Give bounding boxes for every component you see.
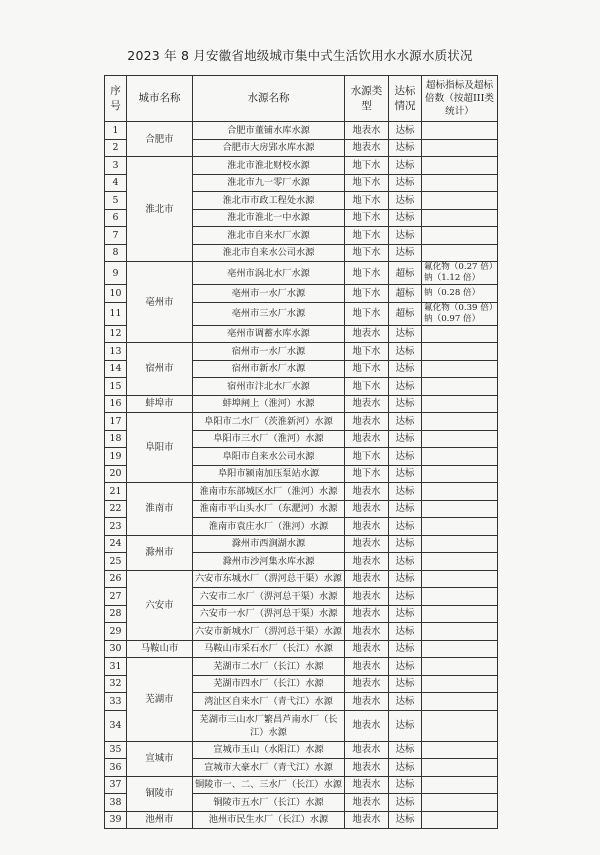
serial-no-cell: 19 (105, 448, 127, 466)
serial-no-cell: 17 (105, 413, 127, 431)
compliance-cell: 达标 (389, 741, 422, 759)
serial-no-cell: 5 (105, 192, 127, 210)
compliance-cell: 达标 (389, 640, 422, 658)
table-row (105, 262, 498, 285)
source-name-cell: 宣城市大豪水厂（青弋江）水源 (193, 759, 345, 777)
compliance-cell: 达标 (389, 794, 422, 812)
table-row (105, 811, 498, 829)
source-name-cell: 淮北市淮北一中水源 (193, 209, 345, 227)
serial-no-cell: 12 (105, 325, 127, 343)
source-type-cell: 地下水 (345, 262, 389, 285)
exceedance-cell (422, 741, 498, 759)
source-type-cell: 地表水 (345, 811, 389, 829)
exceedance-cell (422, 535, 498, 553)
table-row (105, 343, 498, 361)
source-type-cell: 地表水 (345, 794, 389, 812)
serial-no-cell: 3 (105, 157, 127, 175)
exceedance-cell (422, 640, 498, 658)
source-name-cell: 淮北市淮北财校水源 (193, 157, 345, 175)
serial-no-cell: 36 (105, 759, 127, 777)
compliance-cell: 达标 (389, 465, 422, 483)
city-name-cell: 铜陵市 (127, 776, 193, 811)
compliance-cell: 达标 (389, 378, 422, 396)
exceedance-cell (422, 122, 498, 140)
serial-no-cell: 11 (105, 302, 127, 325)
city-name-cell: 六安市 (127, 570, 193, 640)
source-name-cell: 亳州市涡北水厂水源 (193, 262, 345, 285)
compliance-cell: 超标 (389, 302, 422, 325)
source-type-cell: 地表水 (345, 553, 389, 571)
source-name-cell: 淮北市市政工程处水源 (193, 192, 345, 210)
source-name-cell: 宿州市新水厂水源 (193, 360, 345, 378)
header-serial-no: 序号 (105, 76, 127, 122)
source-name-cell: 淮北市九一零厂水源 (193, 174, 345, 192)
source-type-cell: 地表水 (345, 741, 389, 759)
source-name-cell: 六安市一水厂（淠河总干渠）水源 (193, 605, 345, 623)
serial-no-cell: 28 (105, 605, 127, 623)
compliance-cell: 达标 (389, 553, 422, 571)
source-type-cell: 地下水 (345, 174, 389, 192)
exceedance-cell (422, 157, 498, 175)
serial-no-cell: 4 (105, 174, 127, 192)
exceedance-cell (422, 811, 498, 829)
table-row (105, 535, 498, 553)
exceedance-cell (422, 605, 498, 623)
source-name-cell: 亳州市一水厂水源 (193, 285, 345, 303)
source-type-cell: 地下水 (345, 285, 389, 303)
table-row (105, 122, 498, 140)
city-name-cell: 亳州市 (127, 262, 193, 343)
source-type-cell: 地表水 (345, 588, 389, 606)
compliance-cell: 达标 (389, 776, 422, 794)
header-city-name: 城市名称 (127, 76, 193, 122)
source-name-cell: 滁州市西涧湖水源 (193, 535, 345, 553)
compliance-cell: 达标 (389, 710, 422, 741)
compliance-cell: 达标 (389, 518, 422, 536)
source-name-cell: 芜湖市三山水厂繁昌芦南水厂（长江）水源 (193, 710, 345, 741)
serial-no-cell: 34 (105, 710, 127, 741)
serial-no-cell: 26 (105, 570, 127, 588)
source-type-cell: 地下水 (345, 465, 389, 483)
source-name-cell: 滁州市沙河集水库水源 (193, 553, 345, 571)
exceedance-cell: 氟化物（0.27 倍）钠（1.12 倍） (422, 262, 498, 285)
exceedance-cell (422, 710, 498, 741)
source-name-cell: 亳州市三水厂水源 (193, 302, 345, 325)
city-name-cell: 滁州市 (127, 535, 193, 570)
serial-no-cell: 14 (105, 360, 127, 378)
source-name-cell: 合肥市大房郢水库水源 (193, 139, 345, 157)
exceedance-cell (422, 500, 498, 518)
exceedance-cell (422, 518, 498, 536)
serial-no-cell: 6 (105, 209, 127, 227)
source-name-cell: 阜阳市二水厂（茨淮新河）水源 (193, 413, 345, 431)
source-name-cell: 宿州市一水厂水源 (193, 343, 345, 361)
serial-no-cell: 13 (105, 343, 127, 361)
compliance-cell: 达标 (389, 395, 422, 413)
compliance-cell: 达标 (389, 227, 422, 245)
serial-no-cell: 2 (105, 139, 127, 157)
source-type-cell: 地表水 (345, 570, 389, 588)
serial-no-cell: 37 (105, 776, 127, 794)
city-name-cell: 芜湖市 (127, 658, 193, 742)
exceedance-cell (422, 343, 498, 361)
compliance-cell: 达标 (389, 605, 422, 623)
source-name-cell: 淮北市自来水厂水源 (193, 227, 345, 245)
exceedance-cell (422, 588, 498, 606)
compliance-cell: 达标 (389, 570, 422, 588)
source-name-cell: 蚌埠闸上（淮河）水源 (193, 395, 345, 413)
table-row (105, 570, 498, 588)
serial-no-cell: 30 (105, 640, 127, 658)
source-type-cell: 地表水 (345, 325, 389, 343)
exceedance-cell (422, 658, 498, 676)
compliance-cell: 达标 (389, 658, 422, 676)
compliance-cell: 达标 (389, 360, 422, 378)
compliance-cell: 超标 (389, 285, 422, 303)
city-name-cell: 蚌埠市 (127, 395, 193, 413)
exceedance-cell: 钠（0.28 倍） (422, 285, 498, 303)
page-title: 2023 年 8 月安徽省地级城市集中式生活饮用水水源水质状况 (127, 48, 473, 63)
source-name-cell: 铜陵市一、二、三水厂（长江）水源 (193, 776, 345, 794)
table-row (105, 395, 498, 413)
compliance-cell: 达标 (389, 483, 422, 501)
source-name-cell: 池州市民生水厂（长江）水源 (193, 811, 345, 829)
source-type-cell: 地表水 (345, 483, 389, 501)
source-type-cell: 地下水 (345, 343, 389, 361)
source-type-cell: 地表水 (345, 693, 389, 711)
compliance-cell: 达标 (389, 448, 422, 466)
city-name-cell: 池州市 (127, 811, 193, 829)
serial-no-cell: 1 (105, 122, 127, 140)
source-type-cell: 地表水 (345, 500, 389, 518)
exceedance-cell (422, 693, 498, 711)
exceedance-cell (422, 430, 498, 448)
table-header-row (105, 76, 498, 122)
exceedance-cell (422, 448, 498, 466)
exceedance-cell (422, 395, 498, 413)
exceedance-cell (422, 465, 498, 483)
source-name-cell: 六安市二水厂（淠河总干渠）水源 (193, 588, 345, 606)
source-type-cell: 地下水 (345, 302, 389, 325)
exceedance-cell (422, 570, 498, 588)
source-type-cell: 地表水 (345, 759, 389, 777)
table-body (105, 122, 498, 829)
source-name-cell: 马鞍山市采石水厂（长江）水源 (193, 640, 345, 658)
source-name-cell: 合肥市董铺水库水源 (193, 122, 345, 140)
source-type-cell: 地表水 (345, 710, 389, 741)
compliance-cell: 达标 (389, 192, 422, 210)
serial-no-cell: 8 (105, 244, 127, 262)
serial-no-cell: 22 (105, 500, 127, 518)
source-type-cell: 地下水 (345, 157, 389, 175)
compliance-cell: 达标 (389, 157, 422, 175)
exceedance-cell (422, 227, 498, 245)
compliance-cell: 达标 (389, 174, 422, 192)
exceedance-cell (422, 553, 498, 571)
source-type-cell: 地表水 (345, 395, 389, 413)
source-type-cell: 地表水 (345, 518, 389, 536)
source-name-cell: 芜湖市四水厂（长江）水源 (193, 675, 345, 693)
exceedance-cell (422, 174, 498, 192)
compliance-cell: 达标 (389, 500, 422, 518)
exceedance-cell (422, 413, 498, 431)
serial-no-cell: 29 (105, 623, 127, 641)
source-type-cell: 地下水 (345, 227, 389, 245)
serial-no-cell: 33 (105, 693, 127, 711)
compliance-cell: 达标 (389, 413, 422, 431)
water-quality-table (104, 75, 498, 829)
serial-no-cell: 18 (105, 430, 127, 448)
header-source-type: 水源类型 (345, 76, 389, 122)
serial-no-cell: 10 (105, 285, 127, 303)
source-type-cell: 地表水 (345, 413, 389, 431)
city-name-cell: 淮南市 (127, 483, 193, 536)
source-type-cell: 地下水 (345, 209, 389, 227)
compliance-cell: 达标 (389, 588, 422, 606)
serial-no-cell: 9 (105, 262, 127, 285)
exceedance-cell (422, 759, 498, 777)
source-type-cell: 地表水 (345, 535, 389, 553)
table-row (105, 413, 498, 431)
serial-no-cell: 39 (105, 811, 127, 829)
compliance-cell: 达标 (389, 122, 422, 140)
exceedance-cell (422, 209, 498, 227)
serial-no-cell: 20 (105, 465, 127, 483)
source-type-cell: 地表水 (345, 776, 389, 794)
compliance-cell: 达标 (389, 139, 422, 157)
table-row (105, 483, 498, 501)
header-compliance: 达标情况 (389, 76, 422, 122)
compliance-cell: 达标 (389, 209, 422, 227)
source-name-cell: 淮南市袁庄水厂（淮河）水源 (193, 518, 345, 536)
serial-no-cell: 15 (105, 378, 127, 396)
city-name-cell: 宿州市 (127, 343, 193, 396)
source-name-cell: 芜湖市二水厂（长江）水源 (193, 658, 345, 676)
compliance-cell: 达标 (389, 325, 422, 343)
source-type-cell: 地表水 (345, 658, 389, 676)
source-type-cell: 地表水 (345, 122, 389, 140)
source-name-cell: 宣城市玉山（水阳江）水源 (193, 741, 345, 759)
exceedance-cell (422, 483, 498, 501)
exceedance-cell (422, 794, 498, 812)
source-type-cell: 地表水 (345, 623, 389, 641)
source-name-cell: 六安市东城水厂（淠河总干渠）水源 (193, 570, 345, 588)
compliance-cell: 达标 (389, 675, 422, 693)
exceedance-cell (422, 378, 498, 396)
city-name-cell: 阜阳市 (127, 413, 193, 483)
city-name-cell: 马鞍山市 (127, 640, 193, 658)
source-name-cell: 六安市新城水厂（淠河总干渠）水源 (193, 623, 345, 641)
compliance-cell: 达标 (389, 759, 422, 777)
serial-no-cell: 23 (105, 518, 127, 536)
source-type-cell: 地表水 (345, 675, 389, 693)
compliance-cell: 超标 (389, 262, 422, 285)
source-name-cell: 阜阳市颍南加压泵站水源 (193, 465, 345, 483)
serial-no-cell: 27 (105, 588, 127, 606)
source-type-cell: 地表水 (345, 139, 389, 157)
exceedance-cell (422, 139, 498, 157)
exceedance-cell (422, 623, 498, 641)
source-name-cell: 淮南市平山头水厂（东淝河）水源 (193, 500, 345, 518)
exceedance-cell (422, 675, 498, 693)
city-name-cell: 合肥市 (127, 122, 193, 157)
source-type-cell: 地表水 (345, 605, 389, 623)
source-type-cell: 地下水 (345, 378, 389, 396)
serial-no-cell: 21 (105, 483, 127, 501)
table-row (105, 776, 498, 794)
table-row (105, 157, 498, 175)
compliance-cell: 达标 (389, 343, 422, 361)
header-exceedance: 超标指标及超标倍数（按超III类统计） (422, 76, 498, 122)
source-type-cell: 地下水 (345, 192, 389, 210)
source-type-cell: 地下水 (345, 448, 389, 466)
source-name-cell: 湾沚区自来水厂（青弋江）水源 (193, 693, 345, 711)
exceedance-cell (422, 325, 498, 343)
exceedance-cell (422, 776, 498, 794)
serial-no-cell: 38 (105, 794, 127, 812)
table-row (105, 640, 498, 658)
exceedance-cell (422, 244, 498, 262)
city-name-cell: 淮北市 (127, 157, 193, 262)
source-type-cell: 地表水 (345, 430, 389, 448)
serial-no-cell: 32 (105, 675, 127, 693)
serial-no-cell: 25 (105, 553, 127, 571)
source-name-cell: 淮南市东部城区水厂（淮河）水源 (193, 483, 345, 501)
source-type-cell: 地下水 (345, 360, 389, 378)
source-name-cell: 宿州市汴北水厂水源 (193, 378, 345, 396)
serial-no-cell: 31 (105, 658, 127, 676)
source-name-cell: 亳州市调蓄水库水源 (193, 325, 345, 343)
source-name-cell: 阜阳市三水厂（淮河）水源 (193, 430, 345, 448)
table-row (105, 658, 498, 676)
compliance-cell: 达标 (389, 244, 422, 262)
serial-no-cell: 16 (105, 395, 127, 413)
exceedance-cell (422, 192, 498, 210)
exceedance-cell (422, 360, 498, 378)
source-type-cell: 地表水 (345, 640, 389, 658)
compliance-cell: 达标 (389, 693, 422, 711)
table-row (105, 741, 498, 759)
compliance-cell: 达标 (389, 623, 422, 641)
compliance-cell: 达标 (389, 811, 422, 829)
city-name-cell: 宣城市 (127, 741, 193, 776)
serial-no-cell: 24 (105, 535, 127, 553)
source-type-cell: 地下水 (345, 244, 389, 262)
compliance-cell: 达标 (389, 535, 422, 553)
compliance-cell: 达标 (389, 430, 422, 448)
source-name-cell: 淮北市自来水公司水源 (193, 244, 345, 262)
serial-no-cell: 35 (105, 741, 127, 759)
header-source-name: 水源名称 (193, 76, 345, 122)
serial-no-cell: 7 (105, 227, 127, 245)
source-name-cell: 阜阳市自来水公司水源 (193, 448, 345, 466)
exceedance-cell: 氟化物（0.39 倍）钠（0.97 倍） (422, 302, 498, 325)
source-name-cell: 铜陵市五水厂（长江）水源 (193, 794, 345, 812)
